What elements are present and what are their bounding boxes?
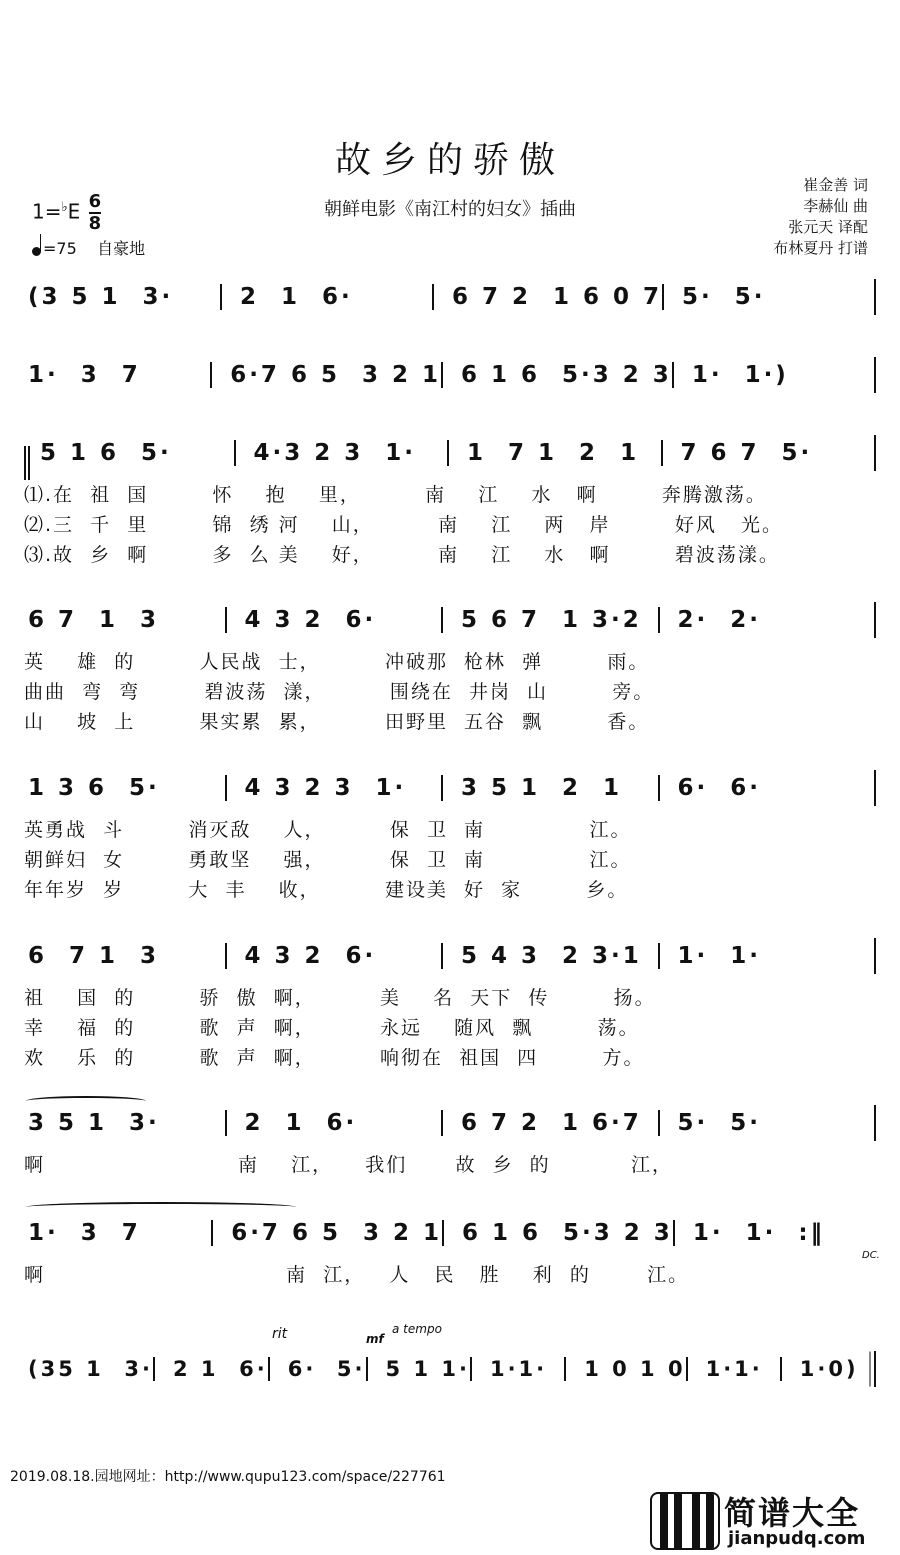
measure: 2 1 6· [153, 1357, 268, 1381]
lyric-verse-1: ⑴.在 祖 国 怀 抱 里， 南 江 水 啊 奔腾激荡。 [24, 484, 767, 506]
lyric-verse-1: 祖 国 的 骄 傲 啊， 美 名 天下 传 扬。 [24, 987, 656, 1009]
key-prefix: 1= [32, 199, 62, 224]
time-numerator: 6 [88, 191, 102, 212]
lyric-line: 啊 南 江， 我们 故 乡 的 江， [24, 1154, 674, 1176]
lyric-verse-3: 山 坡 上 果实累 累， 田野里 五谷 飘 香。 [24, 711, 650, 733]
measure: 4 3 2 3 1· [225, 775, 442, 801]
measure: 4·3 2 3 1· [234, 440, 448, 466]
measure: 1·1· [470, 1357, 564, 1381]
logo-brand: 简谱大全 [724, 1494, 861, 1532]
lyric-verse-3: ⑶.故 乡 啊 多 么 美 好， 南 江 水 啊 碧波荡漾。 [24, 544, 780, 566]
measure: 1 7 1 2 1 [447, 440, 661, 466]
tempo-expression: 自豪地 [97, 239, 146, 258]
notes-row [24, 933, 876, 979]
barline [874, 435, 876, 471]
measure: 6 7 2 1 6 0 7 [432, 284, 662, 310]
barline [874, 938, 876, 974]
measure: 1·0) [780, 1357, 874, 1381]
song-subtitle: 朝鲜电影《南江村的妇女》插曲 [324, 199, 576, 220]
tempo-marking [32, 236, 145, 259]
measure: 1· 3 7 [28, 362, 141, 388]
notes-row [24, 1210, 876, 1256]
barline [874, 279, 876, 315]
barline [874, 357, 876, 393]
notes-row [24, 352, 876, 398]
credits [773, 175, 868, 259]
barline [874, 770, 876, 806]
measure: 6 1 6 5·3 2 3 [442, 1220, 673, 1246]
flat-sign: ♭ [61, 199, 68, 215]
measure: 6 7 1 3 [28, 943, 160, 969]
measure: 1· 1·) [672, 362, 874, 388]
measure: 5 6 7 1 3·2 [441, 607, 658, 633]
lyric-verse-3: 年年岁 岁 大 丰 收， 建设美 好 家 乡。 [24, 879, 629, 901]
measure: 7 6 7 5· [661, 440, 875, 466]
key-signature [32, 192, 101, 234]
mf-mark: mf [366, 1332, 384, 1346]
measure: 6· 5· [268, 1357, 366, 1381]
measure: 6·7 6 5 3 2 1 [210, 362, 441, 388]
notes-row [24, 1100, 876, 1146]
dc-mark: DC. [862, 1250, 880, 1261]
measure: 4 3 2 6· [225, 943, 442, 969]
barline [874, 1105, 876, 1141]
measure: 1· 3 7 [28, 1220, 141, 1246]
credit-composer: 李赫仙 曲 [803, 197, 868, 215]
site-logo [650, 1488, 886, 1550]
measure: 6·7 6 5 3 2 1 [211, 1220, 442, 1246]
measure: 1 0 1 0 [564, 1357, 685, 1381]
credit-translator: 张元天 译配 [788, 218, 868, 236]
measure: 2 1 6· [220, 284, 432, 310]
measure: (3 5 1 3· [28, 284, 174, 310]
measure: 6 7 2 1 6·7 [441, 1110, 658, 1136]
measure: 5· 5· [662, 284, 874, 310]
lyric-verse-2: 曲曲 弯 弯 碧波荡 漾， 围绕在 井岗 山 旁。 [24, 681, 655, 703]
barline [874, 602, 876, 638]
lyric-verse-1: 英勇战 斗 消灭敌 人， 保 卫 南 江。 [24, 819, 632, 841]
rit-mark: rit [272, 1326, 288, 1342]
measure: 3 5 1 2 1 [441, 775, 658, 801]
tempo-value: =75 [43, 239, 77, 258]
time-signature [89, 192, 102, 234]
piano-keys-icon [650, 1492, 720, 1550]
lyric-verse-2: 朝鲜妇 女 勇敢坚 强， 保 卫 南 江。 [24, 849, 632, 871]
measure: 1· 1· :‖ [673, 1220, 876, 1246]
measure: 5 1 6 5· [24, 440, 234, 466]
measure: 5 4 3 2 3·1 [441, 943, 658, 969]
notes-row [24, 765, 876, 811]
lyric-line: 啊 南 江， 人 民 胜 利 的 江。 [24, 1264, 690, 1286]
notes-row [24, 430, 876, 476]
time-denominator: 8 [88, 213, 102, 234]
measure: 2 1 6· [225, 1110, 442, 1136]
notes-row [24, 597, 876, 643]
footer-source: 2019.08.18.园地网址：http://www.qupu123.com/space/227761 [10, 1469, 446, 1485]
measure: (35 1 3· [28, 1357, 153, 1381]
measure: 4 3 2 6· [225, 607, 442, 633]
lyric-verse-2: ⑵.三 千 里 锦 绣 河 山， 南 江 两 岸 好风 光。 [24, 514, 783, 536]
measure: 1·1· [686, 1357, 780, 1381]
notes-row [24, 274, 876, 320]
measure: 5 1 1· [366, 1357, 470, 1381]
measure: 1· 1· [658, 943, 875, 969]
measure: 6· 6· [658, 775, 875, 801]
lyric-verse-1: 英 雄 的 人民战 士， 冲破那 枪林 弹 雨。 [24, 651, 650, 673]
measure: 2· 2· [658, 607, 875, 633]
key-note: E [67, 199, 81, 224]
measure: 6 1 6 5·3 2 3 [441, 362, 672, 388]
a-tempo-mark: a tempo [392, 1322, 442, 1336]
credit-lyricist: 崔金善 词 [803, 176, 868, 194]
notes-row [24, 1346, 876, 1392]
quarter-note-icon [32, 247, 41, 256]
credit-engraver: 布林夏丹 打谱 [773, 239, 868, 257]
final-barline [874, 1351, 876, 1387]
logo-url: jianpudq.com [728, 1528, 866, 1549]
measure: 5· 5· [658, 1110, 875, 1136]
measure: 1 3 6 5· [28, 775, 160, 801]
lyric-verse-2: 幸 福 的 歌 声 啊， 永远 随风 飘 荡。 [24, 1017, 640, 1039]
measure: 3 5 1 3· [28, 1110, 160, 1136]
measure: 6 7 1 3 [28, 607, 160, 633]
song-title: 故乡的骄傲 [334, 140, 565, 181]
lyric-verse-3: 欢 乐 的 歌 声 啊， 响彻在 祖国 四 方。 [24, 1047, 645, 1069]
